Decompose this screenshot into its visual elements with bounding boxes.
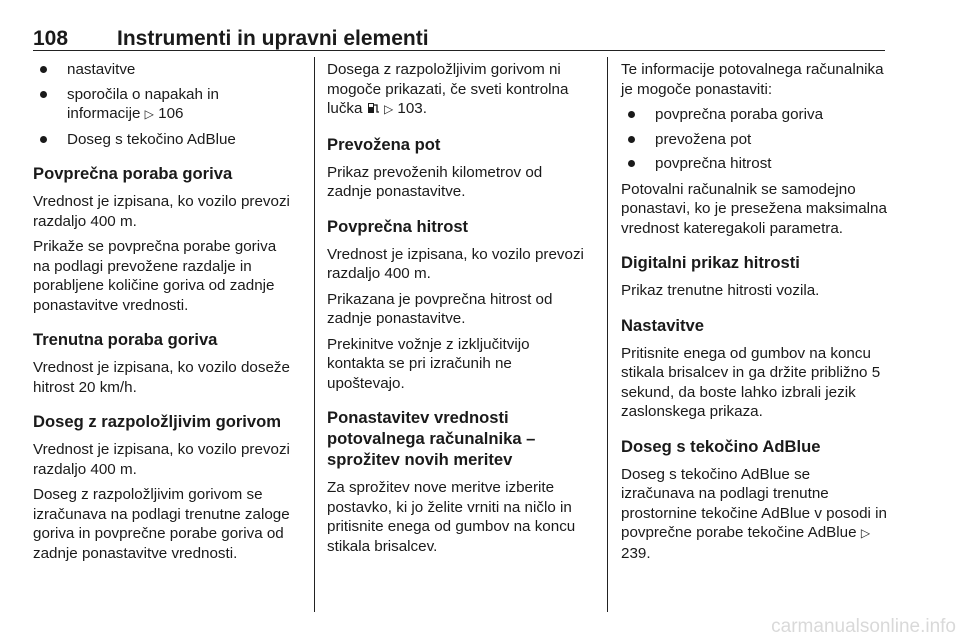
paragraph: Dosega z razpoložljivim gorivom ni mogoče prikazati, če sveti kontrolna lučka ▷ 103.	[327, 61, 569, 117]
section-heading: Doseg s tekočino AdBlue	[621, 436, 821, 456]
bullet-list	[33, 60, 295, 149]
paragraph: Prikaz trenutne hitrosti vozila.	[621, 282, 820, 299]
paragraph: Doseg s tekočino AdBlue se izračunava na podlagi trenutne prostornine tekočine AdBlue v posodi in povprečne porabe tekočine AdBlue ▷ 239.	[621, 465, 887, 562]
list-item: povprečna poraba goriva	[621, 105, 887, 125]
list-item: sporočila o napakah in informacije ▷ 106	[33, 85, 295, 125]
paragraph: Prikaz prevoženih kilometrov od zadnje ponastavitve.	[327, 163, 543, 200]
column-divider-2	[607, 57, 608, 612]
paragraph: Vrednost je izpisana, ko vozilo prevozi razdaljo 400 m.	[33, 441, 290, 478]
section-heading: Digitalni prikaz hitrosti	[621, 253, 800, 272]
page-ref-arrow-icon: ▷	[860, 526, 871, 540]
page-ref-arrow-icon: ▷	[383, 102, 394, 116]
section-heading: Ponastavitev vrednosti potovalnega računalnika – sprožitev novih meritev	[327, 408, 536, 469]
paragraph: Vrednost je izpisana, ko vozilo prevozi razdaljo 400 m.	[327, 245, 584, 282]
paragraph: Vrednost je izpisana, ko vozilo doseže hitrost 20 km/h.	[33, 359, 290, 396]
column-3	[621, 60, 887, 569]
bullet-icon	[628, 111, 635, 118]
column-divider-1	[314, 57, 315, 612]
column-2	[327, 60, 589, 562]
section-heading: Doseg z razpoložljivim gorivom	[33, 412, 282, 431]
section-heading: Trenutna poraba goriva	[33, 330, 218, 349]
page-number: 108	[33, 27, 69, 50]
bullet-icon	[628, 136, 635, 143]
fuel-lamp-icon	[367, 102, 380, 114]
paragraph: Vrednost je izpisana, ko vozilo prevozi razdaljo 400 m.	[33, 193, 290, 230]
bullet-icon	[40, 91, 47, 98]
paragraph: Prekinitve vožnje z izključitvijo kontakta se pri izračunih ne upoštevajo.	[327, 335, 530, 392]
page-reference[interactable]: 103.	[397, 100, 427, 117]
bullet-icon	[40, 136, 47, 143]
paragraph: Pritisnite enega od gumbov na koncu stikala brisalcev in ga držite približno 5 sekund, da boste lahko izbrali jezik zaslonskega prikaza.	[621, 344, 881, 420]
paragraph: Za sprožitev nove meritve izberite postavko, ki jo želite vrniti na ničlo in pritisnite enega od gumbov na koncu stikala brisalcev.	[327, 479, 576, 555]
page-ref-arrow-icon: ▷	[144, 107, 154, 121]
bullet-list	[621, 105, 887, 174]
column-1	[33, 60, 295, 569]
bullet-icon	[40, 66, 47, 73]
page-reference[interactable]: 106	[158, 105, 184, 122]
list-item: Doseg s tekočino AdBlue	[33, 130, 295, 150]
paragraph: Prikazana je povprečna hitrost od zadnje ponastavitve.	[327, 290, 553, 327]
section-heading: Nastavitve	[621, 315, 705, 335]
page-reference[interactable]: 239.	[621, 544, 651, 562]
paragraph: Prikaže se povprečna porabe goriva na podlagi prevožene razdalje in porabljene količine goriva od zadnje ponastavitve vrednosti.	[33, 238, 277, 314]
paragraph: Doseg z razpoložljivim gorivom se izračunava na podlagi trenutne zaloge goriva in povprečne porabe goriva od zadnje ponastavitve vrednosti.	[33, 486, 290, 562]
list-item: nastavitve	[33, 60, 295, 80]
section-heading: Prevožena pot	[327, 134, 441, 154]
page-title: Instrumenti in upravni elementi	[117, 27, 429, 50]
header-divider	[33, 50, 885, 51]
section-heading: Povprečna hitrost	[327, 216, 469, 236]
bullet-icon	[628, 160, 635, 167]
paragraph: Potovalni računalnik se samodejno ponastavi, ko je presežena maksimalna vrednost kateregakoli parametra.	[621, 180, 887, 237]
list-item: prevožena pot	[621, 130, 887, 150]
paragraph: Te informacije potovalnega računalnika je mogoče ponastaviti:	[621, 61, 884, 98]
page-header	[33, 27, 885, 49]
section-heading: Povprečna poraba goriva	[33, 164, 233, 183]
watermark: carmanualsonline.info	[771, 616, 956, 637]
list-item: povprečna hitrost	[621, 154, 887, 174]
